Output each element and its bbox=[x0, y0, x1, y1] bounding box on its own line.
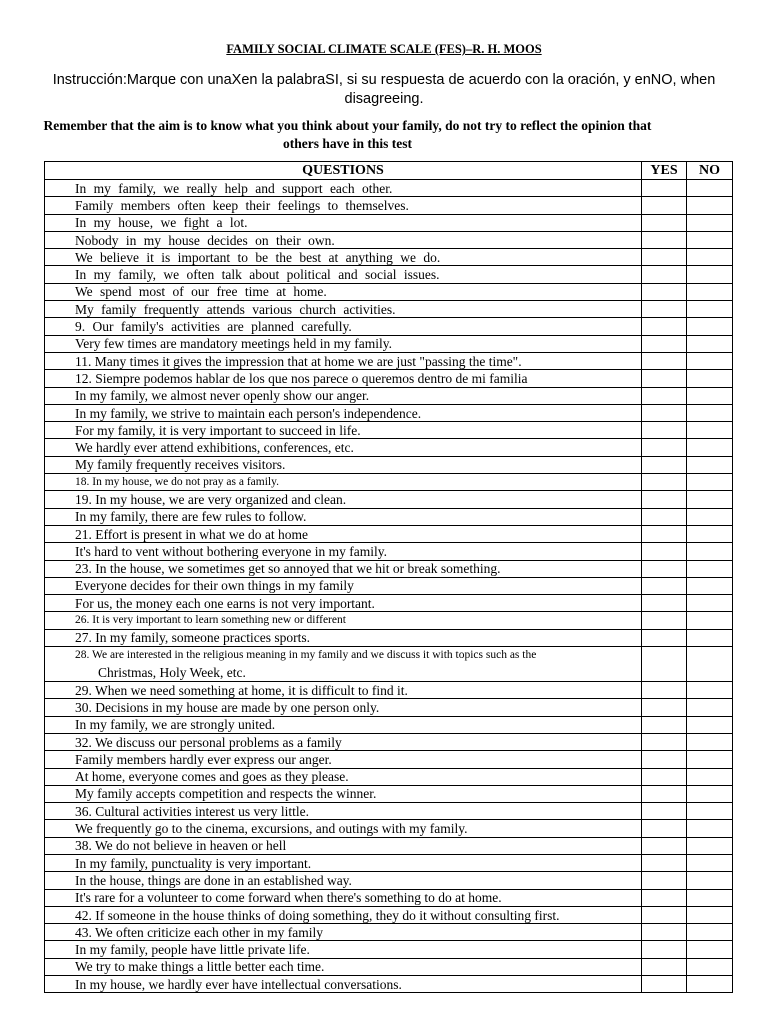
table-row bbox=[45, 699, 733, 716]
question-text: 36. Cultural activities interest us very little. bbox=[45, 803, 642, 820]
yes-answer-cell[interactable] bbox=[642, 180, 687, 197]
table-row bbox=[45, 560, 733, 577]
no-answer-cell[interactable] bbox=[687, 214, 733, 231]
table-header-row bbox=[45, 162, 733, 180]
yes-answer-cell[interactable] bbox=[642, 335, 687, 352]
question-text: 43. We often criticize each other in my family bbox=[45, 924, 642, 941]
no-answer-cell[interactable] bbox=[687, 716, 733, 733]
yes-answer-cell[interactable] bbox=[642, 231, 687, 248]
no-answer-cell[interactable] bbox=[687, 318, 733, 335]
yes-answer-cell[interactable] bbox=[642, 629, 687, 646]
question-text: 21. Effort is present in what we do at home bbox=[45, 525, 642, 542]
no-answer-cell[interactable] bbox=[687, 682, 733, 699]
question-text: 12. Siempre podemos hablar de los que nos parece o queremos dentro de mi familia bbox=[45, 370, 642, 387]
question-text: In my family, we often talk about political and social issues. bbox=[45, 266, 642, 283]
question-text: 32. We discuss our personal problems as a family bbox=[45, 733, 642, 750]
question-text: 42. If someone in the house thinks of doing something, they do it without consulting first. bbox=[45, 906, 642, 923]
yes-answer-cell[interactable] bbox=[642, 872, 687, 889]
question-text: For my family, it is very important to succeed in life. bbox=[45, 422, 642, 439]
yes-answer-cell[interactable] bbox=[642, 682, 687, 699]
yes-answer-cell[interactable] bbox=[642, 387, 687, 404]
no-answer-cell[interactable] bbox=[687, 231, 733, 248]
table-row bbox=[45, 249, 733, 266]
yes-answer-cell[interactable] bbox=[642, 906, 687, 923]
yes-answer-cell[interactable] bbox=[642, 543, 687, 560]
table-row bbox=[45, 577, 733, 594]
table-row bbox=[45, 352, 733, 369]
question-text: We frequently go to the cinema, excursions, and outings with my family. bbox=[45, 820, 642, 837]
question-text: In my family, people have little private life. bbox=[45, 941, 642, 958]
yes-answer-cell[interactable] bbox=[642, 560, 687, 577]
no-answer-cell[interactable] bbox=[687, 283, 733, 300]
question-text: 30. Decisions in my house are made by one person only. bbox=[45, 699, 642, 716]
table-row bbox=[45, 924, 733, 941]
table-row bbox=[45, 976, 733, 993]
yes-answer-cell[interactable] bbox=[642, 525, 687, 542]
question-text-line: 28. We are interested in the religious meaning in my family and we discuss it with topics such as the bbox=[75, 649, 537, 662]
table-row bbox=[45, 335, 733, 352]
table-row bbox=[45, 180, 733, 197]
yes-answer-cell[interactable] bbox=[642, 370, 687, 387]
yes-answer-cell[interactable] bbox=[642, 439, 687, 456]
no-answer-cell[interactable] bbox=[687, 404, 733, 421]
yes-answer-cell[interactable] bbox=[642, 474, 687, 491]
no-answer-cell[interactable] bbox=[687, 820, 733, 837]
yes-answer-cell[interactable] bbox=[642, 508, 687, 525]
no-answer-cell[interactable] bbox=[687, 889, 733, 906]
question-text: It's rare for a volunteer to come forward when there's something to do at home. bbox=[45, 889, 642, 906]
question-text: Everyone decides for their own things in my family bbox=[45, 577, 642, 594]
table-row bbox=[45, 543, 733, 560]
yes-answer-cell[interactable] bbox=[642, 595, 687, 612]
table-row bbox=[45, 214, 733, 231]
table-row bbox=[45, 595, 733, 612]
no-answer-cell[interactable] bbox=[687, 249, 733, 266]
no-answer-cell[interactable] bbox=[687, 301, 733, 318]
question-text: My family frequently receives visitors. bbox=[45, 456, 642, 473]
yes-answer-cell[interactable] bbox=[642, 266, 687, 283]
table-row bbox=[45, 404, 733, 421]
question-text: 11. Many times it gives the impression that at home we are just "passing the time". bbox=[45, 352, 642, 369]
question-text: We believe it is important to be the best at anything we do. bbox=[45, 249, 642, 266]
question-text: In the house, things are done in an established way. bbox=[45, 872, 642, 889]
table-row bbox=[45, 958, 733, 975]
no-answer-cell[interactable] bbox=[687, 335, 733, 352]
no-answer-cell[interactable] bbox=[687, 941, 733, 958]
no-answer-cell[interactable] bbox=[687, 785, 733, 802]
no-answer-cell[interactable] bbox=[687, 439, 733, 456]
remember-note: Remember that the aim is to know what you think about your family, do not try to reflect the opinion that others have in this test bbox=[43, 118, 652, 151]
table-row bbox=[45, 491, 733, 508]
table-row bbox=[45, 612, 733, 629]
no-answer-cell[interactable] bbox=[687, 924, 733, 941]
questionnaire-table bbox=[44, 161, 733, 993]
no-answer-cell[interactable] bbox=[687, 560, 733, 577]
table-row bbox=[45, 733, 733, 750]
yes-answer-cell[interactable] bbox=[642, 820, 687, 837]
question-text: In my family, punctuality is very important. bbox=[45, 854, 642, 871]
no-answer-cell[interactable] bbox=[687, 612, 733, 629]
yes-answer-cell[interactable] bbox=[642, 491, 687, 508]
table-row bbox=[45, 301, 733, 318]
no-answer-cell[interactable] bbox=[687, 491, 733, 508]
table-row bbox=[45, 508, 733, 525]
question-text: Family members often keep their feelings to themselves. bbox=[45, 197, 642, 214]
no-answer-cell[interactable] bbox=[687, 456, 733, 473]
table-row bbox=[45, 751, 733, 768]
no-answer-cell[interactable] bbox=[687, 906, 733, 923]
no-answer-cell[interactable] bbox=[687, 768, 733, 785]
no-answer-cell[interactable] bbox=[687, 266, 733, 283]
no-answer-cell[interactable] bbox=[687, 751, 733, 768]
table-row bbox=[45, 283, 733, 300]
question-text: In my house, we hardly ever have intellectual conversations. bbox=[45, 976, 642, 993]
table-row bbox=[45, 439, 733, 456]
no-answer-cell[interactable] bbox=[687, 733, 733, 750]
question-text: It's hard to vent without bothering everyone in my family. bbox=[45, 543, 642, 560]
question-text: At home, everyone comes and goes as they please. bbox=[45, 768, 642, 785]
table-row bbox=[45, 768, 733, 785]
yes-answer-cell[interactable] bbox=[642, 249, 687, 266]
question-text bbox=[45, 647, 642, 682]
table-row bbox=[45, 456, 733, 473]
table-row bbox=[45, 803, 733, 820]
no-answer-cell[interactable] bbox=[687, 854, 733, 871]
table-row bbox=[45, 820, 733, 837]
table-row bbox=[45, 387, 733, 404]
no-answer-cell[interactable] bbox=[687, 976, 733, 993]
no-answer-cell[interactable] bbox=[687, 508, 733, 525]
table-row bbox=[45, 785, 733, 802]
table-row bbox=[45, 682, 733, 699]
yes-answer-cell[interactable] bbox=[642, 924, 687, 941]
yes-answer-cell[interactable] bbox=[642, 283, 687, 300]
no-answer-cell[interactable] bbox=[687, 422, 733, 439]
no-answer-cell[interactable] bbox=[687, 837, 733, 854]
no-answer-cell[interactable] bbox=[687, 577, 733, 594]
instruction-text: Instrucción:Marque con unaXen la palabraSI, si su respuesta de acuerdo con la oración, y enNO, when disagreeing. bbox=[52, 72, 716, 107]
question-text: Nobody in my house decides on their own. bbox=[45, 231, 642, 248]
table-row bbox=[45, 906, 733, 923]
table-row bbox=[45, 716, 733, 733]
yes-answer-cell[interactable] bbox=[642, 716, 687, 733]
no-answer-cell[interactable] bbox=[687, 629, 733, 646]
yes-answer-cell[interactable] bbox=[642, 301, 687, 318]
table-row bbox=[45, 231, 733, 248]
table-row bbox=[45, 370, 733, 387]
question-text: My family frequently attends various church activities. bbox=[45, 301, 642, 318]
yes-answer-cell[interactable] bbox=[642, 768, 687, 785]
yes-answer-cell[interactable] bbox=[642, 941, 687, 958]
yes-answer-cell[interactable] bbox=[642, 647, 687, 682]
table-row bbox=[45, 197, 733, 214]
no-answer-cell[interactable] bbox=[687, 543, 733, 560]
question-text: We try to make things a little better each time. bbox=[45, 958, 642, 975]
no-answer-cell[interactable] bbox=[687, 370, 733, 387]
no-answer-cell[interactable] bbox=[687, 180, 733, 197]
question-text: 9. Our family's activities are planned carefully. bbox=[45, 318, 642, 335]
question-text: Family members hardly ever express our anger. bbox=[45, 751, 642, 768]
yes-answer-cell[interactable] bbox=[642, 352, 687, 369]
table-row bbox=[45, 318, 733, 335]
yes-answer-cell[interactable] bbox=[642, 751, 687, 768]
no-answer-cell[interactable] bbox=[687, 197, 733, 214]
question-text: 26. It is very important to learn something new or different bbox=[45, 612, 642, 629]
question-text: In my family, we really help and support each other. bbox=[45, 180, 642, 197]
table-row bbox=[45, 474, 733, 491]
question-text: In my family, we are strongly united. bbox=[45, 716, 642, 733]
no-answer-cell[interactable] bbox=[687, 803, 733, 820]
question-text: In my family, we almost never openly show our anger. bbox=[45, 387, 642, 404]
no-answer-cell[interactable] bbox=[687, 525, 733, 542]
table-row bbox=[45, 854, 733, 871]
table-row bbox=[45, 266, 733, 283]
yes-answer-cell[interactable] bbox=[642, 803, 687, 820]
yes-answer-cell[interactable] bbox=[642, 612, 687, 629]
table-row bbox=[45, 525, 733, 542]
yes-answer-cell[interactable] bbox=[642, 733, 687, 750]
question-text: Very few times are mandatory meetings held in my family. bbox=[45, 335, 642, 352]
yes-answer-cell[interactable] bbox=[642, 837, 687, 854]
question-text: We hardly ever attend exhibitions, conferences, etc. bbox=[45, 439, 642, 456]
question-text: 27. In my family, someone practices sports. bbox=[45, 629, 642, 646]
no-answer-cell[interactable] bbox=[687, 958, 733, 975]
yes-answer-cell[interactable] bbox=[642, 404, 687, 421]
yes-header: YES bbox=[642, 162, 687, 180]
question-text: In my house, we fight a lot. bbox=[45, 214, 642, 231]
no-answer-cell[interactable] bbox=[687, 595, 733, 612]
no-answer-cell[interactable] bbox=[687, 352, 733, 369]
yes-answer-cell[interactable] bbox=[642, 854, 687, 871]
question-text: In my family, there are few rules to follow. bbox=[45, 508, 642, 525]
table-row bbox=[45, 889, 733, 906]
yes-answer-cell[interactable] bbox=[642, 197, 687, 214]
yes-answer-cell[interactable] bbox=[642, 958, 687, 975]
question-text: In my family, we strive to maintain each person's independence. bbox=[45, 404, 642, 421]
question-text: 23. In the house, we sometimes get so annoyed that we hit or break something. bbox=[45, 560, 642, 577]
question-text: 29. When we need something at home, it is difficult to find it. bbox=[45, 682, 642, 699]
no-header: NO bbox=[687, 162, 733, 180]
yes-answer-cell[interactable] bbox=[642, 785, 687, 802]
no-answer-cell[interactable] bbox=[687, 872, 733, 889]
question-text: 38. We do not believe in heaven or hell bbox=[45, 837, 642, 854]
question-text: 18. In my house, we do not pray as a family. bbox=[45, 474, 642, 491]
yes-answer-cell[interactable] bbox=[642, 976, 687, 993]
no-answer-cell[interactable] bbox=[687, 699, 733, 716]
table-row bbox=[45, 647, 733, 682]
yes-answer-cell[interactable] bbox=[642, 456, 687, 473]
no-answer-cell[interactable] bbox=[687, 647, 733, 682]
question-text: 19. In my house, we are very organized and clean. bbox=[45, 491, 642, 508]
table-row bbox=[45, 837, 733, 854]
question-text: We spend most of our free time at home. bbox=[45, 283, 642, 300]
document-title: FAMILY SOCIAL CLIMATE SCALE (FES)–R. H. MOOS bbox=[226, 42, 542, 56]
yes-answer-cell[interactable] bbox=[642, 889, 687, 906]
table-row bbox=[45, 872, 733, 889]
yes-answer-cell[interactable] bbox=[642, 577, 687, 594]
questions-header: QUESTIONS bbox=[45, 162, 642, 180]
no-answer-cell[interactable] bbox=[687, 474, 733, 491]
question-text: My family accepts competition and respects the winner. bbox=[45, 785, 642, 802]
yes-answer-cell[interactable] bbox=[642, 422, 687, 439]
table-row bbox=[45, 941, 733, 958]
table-row bbox=[45, 422, 733, 439]
table-row bbox=[45, 629, 733, 646]
yes-answer-cell[interactable] bbox=[642, 214, 687, 231]
question-text-continuation: Christmas, Holy Week, etc. bbox=[98, 665, 246, 681]
yes-answer-cell[interactable] bbox=[642, 318, 687, 335]
question-text: For us, the money each one earns is not very important. bbox=[45, 595, 642, 612]
yes-answer-cell[interactable] bbox=[642, 699, 687, 716]
no-answer-cell[interactable] bbox=[687, 387, 733, 404]
